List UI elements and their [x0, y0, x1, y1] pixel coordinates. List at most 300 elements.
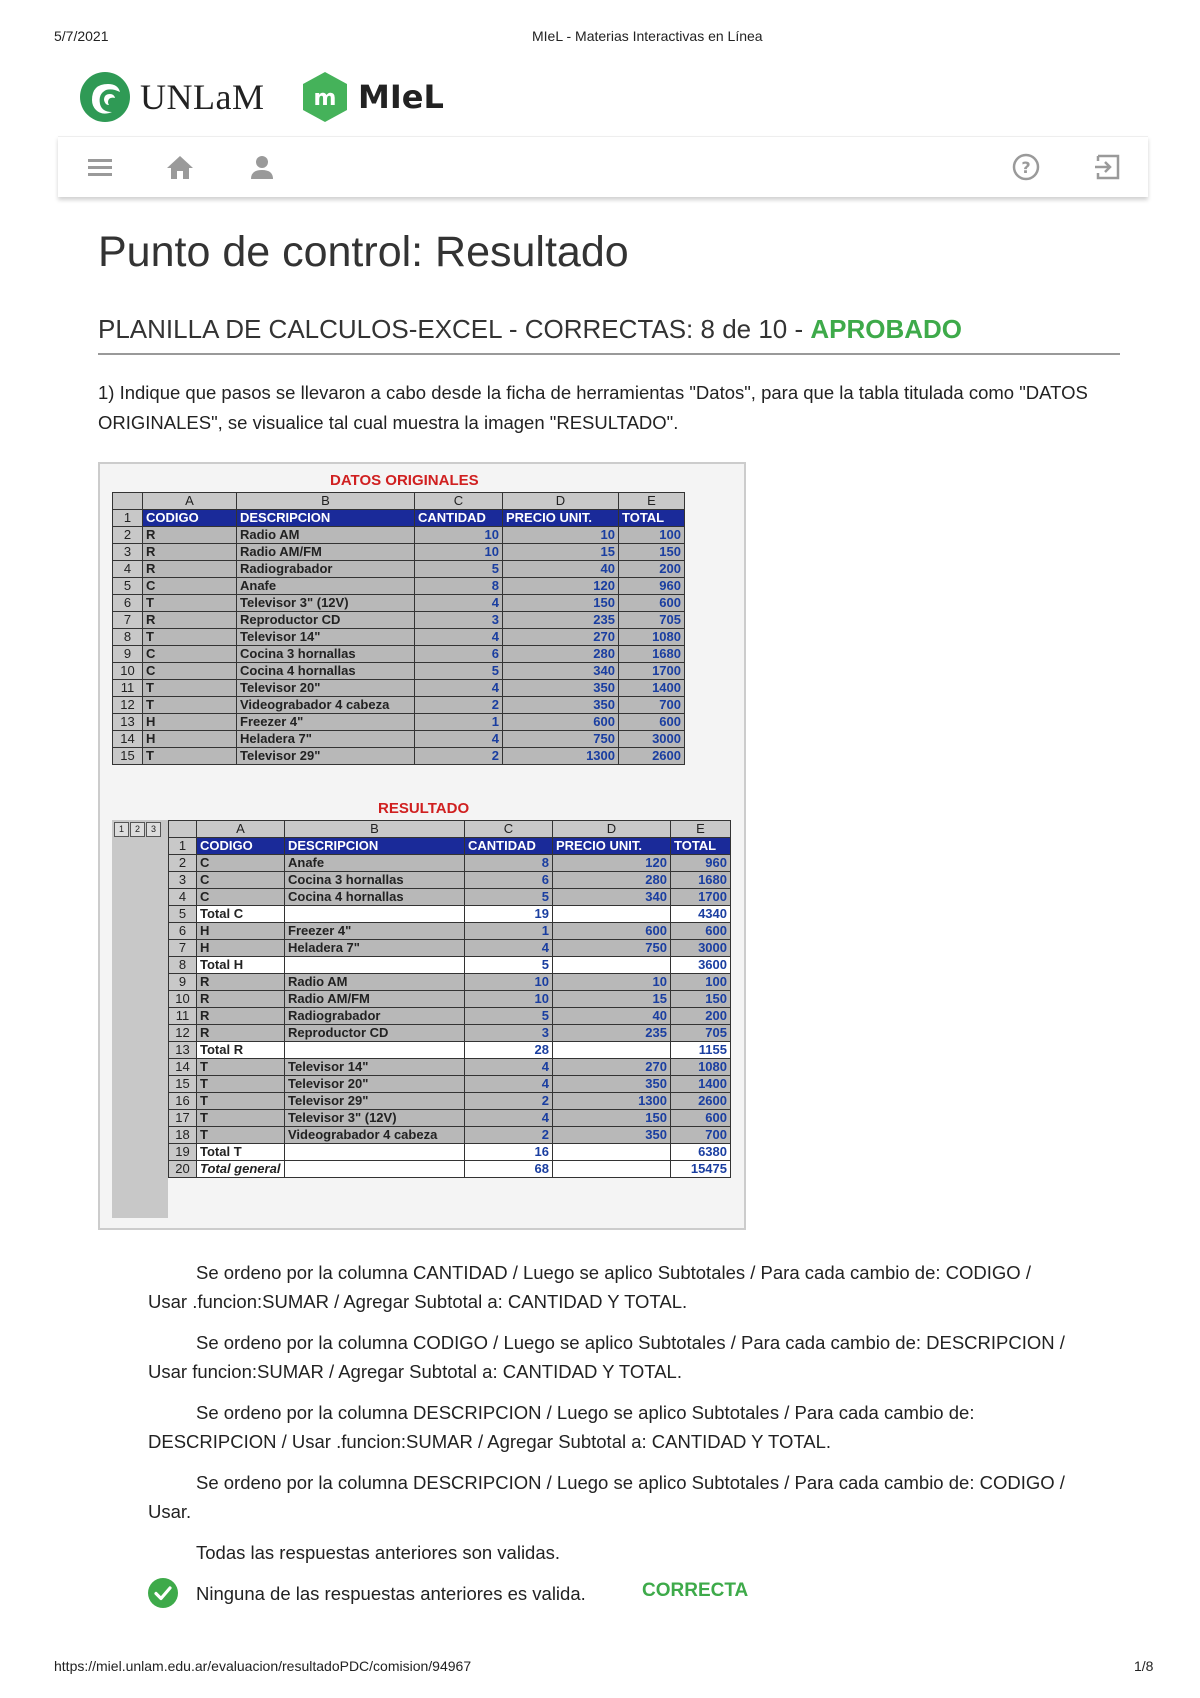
codigo-cell: T — [143, 697, 237, 714]
codigo-cell: R — [143, 527, 237, 544]
descripcion-cell: Heladera 7" — [237, 731, 415, 748]
column-letter: C — [465, 821, 553, 838]
descripcion-cell: Televisor 20" — [237, 680, 415, 697]
row-number: 20 — [169, 1161, 197, 1178]
header-cell: CANTIDAD — [465, 838, 553, 855]
codigo-cell: T — [197, 1127, 285, 1144]
status-badge: APROBADO — [810, 314, 963, 344]
precio-cell: 150 — [503, 595, 619, 612]
precio-cell: 350 — [503, 697, 619, 714]
header-cell: TOTAL — [671, 838, 731, 855]
codigo-cell: T — [143, 595, 237, 612]
codigo-cell: R — [143, 544, 237, 561]
precio-cell: 10 — [503, 527, 619, 544]
total-cell: 600 — [671, 923, 731, 940]
precio-cell: 120 — [553, 855, 671, 872]
codigo-cell: T — [197, 1059, 285, 1076]
column-letter: B — [285, 821, 465, 838]
descripcion-cell — [285, 1161, 465, 1178]
correct-label: CORRECTA — [642, 1580, 749, 1601]
precio-cell — [553, 906, 671, 923]
precio-cell — [553, 1161, 671, 1178]
outline-level-button[interactable]: 3 — [146, 822, 161, 837]
descripcion-cell: Videograbador 4 cabeza — [237, 697, 415, 714]
column-letter: C — [415, 493, 503, 510]
table-row — [113, 714, 685, 731]
total-cell: 1700 — [671, 889, 731, 906]
cantidad-cell: 2 — [465, 1093, 553, 1110]
outline-level-button[interactable]: 1 — [114, 822, 129, 837]
codigo-cell: Total H — [197, 957, 285, 974]
precio-cell: 340 — [553, 889, 671, 906]
codigo-cell: R — [197, 991, 285, 1008]
precio-cell: 15 — [553, 991, 671, 1008]
table-row — [169, 889, 731, 906]
row-number: 6 — [169, 923, 197, 940]
row-number: 15 — [113, 748, 143, 765]
answer-option-2-line-2: Usar funcion:SUMAR / Agregar Subtotal a: CANTIDAD Y TOTAL. — [148, 1361, 682, 1382]
row-number: 14 — [113, 731, 143, 748]
cantidad-cell: 6 — [465, 872, 553, 889]
codigo-cell: R — [197, 1025, 285, 1042]
cantidad-cell: 68 — [465, 1161, 553, 1178]
question-image — [98, 462, 746, 1230]
table-row — [113, 544, 685, 561]
table-row — [169, 1025, 731, 1042]
table-row — [113, 697, 685, 714]
total-cell: 15475 — [671, 1161, 731, 1178]
precio-cell: 600 — [553, 923, 671, 940]
top-navbar — [58, 136, 1148, 197]
header-cell: CODIGO — [143, 510, 237, 527]
precio-cell: 350 — [503, 680, 619, 697]
table-row — [169, 1110, 731, 1127]
logout-icon[interactable] — [1092, 151, 1124, 183]
table-row — [113, 680, 685, 697]
row-number: 2 — [113, 527, 143, 544]
total-cell: 100 — [619, 527, 685, 544]
descripcion-cell: Freezer 4" — [237, 714, 415, 731]
svg-text:?: ? — [1021, 158, 1031, 177]
cantidad-cell: 19 — [465, 906, 553, 923]
precio-cell: 120 — [503, 578, 619, 595]
header-cell: CANTIDAD — [415, 510, 503, 527]
precio-cell: 350 — [553, 1076, 671, 1093]
precio-cell: 1300 — [553, 1093, 671, 1110]
row-number: 19 — [169, 1144, 197, 1161]
descripcion-cell: Radio AM — [237, 527, 415, 544]
table-row — [113, 748, 685, 765]
cantidad-cell: 4 — [415, 731, 503, 748]
header-cell: TOTAL — [619, 510, 685, 527]
column-letter-row — [113, 493, 685, 510]
row-number: 8 — [169, 957, 197, 974]
codigo-cell: R — [197, 1008, 285, 1025]
total-cell: 3000 — [619, 731, 685, 748]
answer-option-3[interactable] — [148, 1398, 1108, 1456]
answer-option-5[interactable] — [148, 1538, 1108, 1567]
row-number: 6 — [113, 595, 143, 612]
row-number: 15 — [169, 1076, 197, 1093]
answer-option-2[interactable] — [148, 1328, 1108, 1386]
row-number: 2 — [169, 855, 197, 872]
codigo-cell: Total R — [197, 1042, 285, 1059]
row-number: 16 — [169, 1093, 197, 1110]
table-row — [169, 855, 731, 872]
answer-option-4[interactable] — [148, 1468, 1108, 1526]
cantidad-cell: 1 — [465, 923, 553, 940]
result-sheet-title: RESULTADO — [378, 800, 470, 817]
codigo-cell: R — [197, 974, 285, 991]
total-cell: 1680 — [619, 646, 685, 663]
descripcion-cell — [285, 1042, 465, 1059]
table-row — [169, 923, 731, 940]
question-text: 1) Indique que pasos se llevaron a cabo desde la ficha de herramientas "Datos", para que la tabla titulada como "DATOS ORIGINALES", se visualice tal cual muestra la imagen "RESULTADO". — [98, 382, 1088, 433]
answer-option-2-line-1: Se ordeno por la columna CODIGO / Luego se aplico Subtotales / Para cada cambio de: DESCRIPCION / — [196, 1332, 1065, 1353]
codigo-cell: T — [197, 1093, 285, 1110]
exam-summary — [98, 314, 1120, 355]
table-row — [113, 731, 685, 748]
corner-cell — [113, 493, 143, 510]
codigo-cell: H — [197, 940, 285, 957]
descripcion-cell: Radio AM/FM — [285, 991, 465, 1008]
result-table — [168, 820, 731, 1178]
table-row — [113, 578, 685, 595]
cantidad-cell: 10 — [465, 991, 553, 1008]
row-number: 1 — [113, 510, 143, 527]
cantidad-cell: 2 — [415, 748, 503, 765]
descripcion-cell: Reproductor CD — [285, 1025, 465, 1042]
table-row — [169, 940, 731, 957]
total-cell: 1080 — [619, 629, 685, 646]
column-letter: A — [143, 493, 237, 510]
codigo-cell: T — [197, 1110, 285, 1127]
descripcion-cell: Televisor 14" — [237, 629, 415, 646]
home-icon[interactable] — [164, 151, 196, 183]
cantidad-cell: 5 — [465, 957, 553, 974]
cantidad-cell: 2 — [465, 1127, 553, 1144]
cantidad-cell: 4 — [465, 940, 553, 957]
precio-cell: 350 — [553, 1127, 671, 1144]
total-cell: 4340 — [671, 906, 731, 923]
row-number: 7 — [169, 940, 197, 957]
descripcion-cell: Heladera 7" — [285, 940, 465, 957]
row-number: 4 — [169, 889, 197, 906]
column-letter: D — [503, 493, 619, 510]
total-cell: 2600 — [671, 1093, 731, 1110]
codigo-cell: H — [143, 731, 237, 748]
row-number: 17 — [169, 1110, 197, 1127]
codigo-cell: C — [143, 646, 237, 663]
cantidad-cell: 2 — [415, 697, 503, 714]
table-row — [169, 872, 731, 889]
exam-summary-text: PLANILLA DE CALCULOS-EXCEL - CORRECTAS: 8 de 10 - — [98, 314, 811, 344]
cantidad-cell: 4 — [415, 680, 503, 697]
table-row — [169, 991, 731, 1008]
descripcion-cell — [285, 957, 465, 974]
column-letter: E — [671, 821, 731, 838]
descripcion-cell: Cocina 4 hornallas — [285, 889, 465, 906]
codigo-cell: C — [197, 872, 285, 889]
total-cell: 700 — [619, 697, 685, 714]
table-row — [169, 974, 731, 991]
unlam-wordmark: UNLaM — [140, 77, 265, 117]
total-cell: 6380 — [671, 1144, 731, 1161]
row-number: 13 — [169, 1042, 197, 1059]
print-date: 5/7/2021 — [54, 28, 109, 44]
precio-cell: 280 — [553, 872, 671, 889]
precio-cell: 15 — [503, 544, 619, 561]
row-number: 5 — [113, 578, 143, 595]
outline-gutter — [112, 820, 168, 1218]
precio-cell: 750 — [553, 940, 671, 957]
miel-badge-letter: m — [313, 86, 337, 111]
codigo-cell: T — [143, 748, 237, 765]
miel-hexagon-icon — [300, 70, 350, 124]
total-cell: 960 — [671, 855, 731, 872]
total-cell: 200 — [619, 561, 685, 578]
total-cell: 705 — [619, 612, 685, 629]
header-row — [113, 510, 685, 527]
descripcion-cell: Radiograbador — [237, 561, 415, 578]
table-row — [113, 595, 685, 612]
precio-cell: 235 — [553, 1025, 671, 1042]
descripcion-cell: Anafe — [237, 578, 415, 595]
cantidad-cell: 16 — [465, 1144, 553, 1161]
table-row — [169, 1127, 731, 1144]
codigo-cell: Total general — [197, 1161, 285, 1178]
cantidad-cell: 5 — [465, 889, 553, 906]
answer-option-3-line-1: Se ordeno por la columna DESCRIPCION / Luego se aplico Subtotales / Para cada cambio de: — [196, 1402, 975, 1423]
cantidad-cell: 4 — [465, 1059, 553, 1076]
total-cell: 1680 — [671, 872, 731, 889]
precio-cell: 280 — [503, 646, 619, 663]
codigo-cell: Total T — [197, 1144, 285, 1161]
precio-cell — [553, 957, 671, 974]
precio-cell: 10 — [553, 974, 671, 991]
row-number: 3 — [169, 872, 197, 889]
unlam-logo[interactable] — [78, 70, 264, 124]
codigo-cell: R — [143, 561, 237, 578]
codigo-cell: Total C — [197, 906, 285, 923]
cantidad-cell: 8 — [415, 578, 503, 595]
row-number: 8 — [113, 629, 143, 646]
precio-cell: 270 — [553, 1059, 671, 1076]
row-number: 11 — [113, 680, 143, 697]
column-letter: B — [237, 493, 415, 510]
total-cell: 700 — [671, 1127, 731, 1144]
cantidad-cell: 28 — [465, 1042, 553, 1059]
cantidad-cell: 10 — [415, 544, 503, 561]
descripcion-cell: Freezer 4" — [285, 923, 465, 940]
cantidad-cell: 4 — [415, 595, 503, 612]
column-letter: A — [197, 821, 285, 838]
descripcion-cell: Radio AM — [285, 974, 465, 991]
row-number: 12 — [113, 697, 143, 714]
descripcion-cell: Radiograbador — [285, 1008, 465, 1025]
total-cell: 600 — [671, 1110, 731, 1127]
cantidad-cell: 4 — [465, 1076, 553, 1093]
descripcion-cell: Videograbador 4 cabeza — [285, 1127, 465, 1144]
header-row — [169, 838, 731, 855]
descripcion-cell: Televisor 3" (12V) — [285, 1110, 465, 1127]
total-cell: 200 — [671, 1008, 731, 1025]
subtotal-row — [169, 957, 731, 974]
table-row — [169, 1093, 731, 1110]
answer-option-1-line-1: Se ordeno por la columna CANTIDAD / Luego se aplico Subtotales / Para cada cambio de: CODIGO / — [196, 1262, 1031, 1283]
total-cell: 705 — [671, 1025, 731, 1042]
precio-cell: 235 — [503, 612, 619, 629]
codigo-cell: C — [197, 889, 285, 906]
total-cell: 150 — [619, 544, 685, 561]
descripcion-cell: Cocina 3 hornallas — [285, 872, 465, 889]
precio-cell: 600 — [503, 714, 619, 731]
precio-cell — [553, 1042, 671, 1059]
table-row — [113, 527, 685, 544]
footer-url: https://miel.unlam.edu.ar/evaluacion/resultadoPDC/comision/94967 — [54, 1658, 472, 1674]
answer-option-4-line-2: Usar. — [148, 1501, 192, 1522]
table-row — [113, 646, 685, 663]
row-number: 4 — [113, 561, 143, 578]
descripcion-cell: Televisor 29" — [285, 1093, 465, 1110]
header-cell: PRECIO UNIT. — [503, 510, 619, 527]
column-letter-row — [169, 821, 731, 838]
subtotal-row — [169, 1144, 731, 1161]
descripcion-cell — [285, 1144, 465, 1161]
cantidad-cell: 4 — [415, 629, 503, 646]
total-cell: 600 — [619, 595, 685, 612]
codigo-cell: R — [143, 612, 237, 629]
corner-cell — [169, 821, 197, 838]
cantidad-cell: 10 — [415, 527, 503, 544]
row-number: 7 — [113, 612, 143, 629]
column-letter: E — [619, 493, 685, 510]
answer-option-3-line-2: DESCRIPCION / Usar .funcion:SUMAR / Agregar Subtotal a: CANTIDAD Y TOTAL. — [148, 1431, 832, 1452]
table-row — [113, 561, 685, 578]
cantidad-cell: 1 — [415, 714, 503, 731]
subtotal-row — [169, 1161, 731, 1178]
descripcion-cell: Televisor 20" — [285, 1076, 465, 1093]
header-cell: PRECIO UNIT. — [553, 838, 671, 855]
codigo-cell: T — [197, 1076, 285, 1093]
cantidad-cell: 4 — [465, 1110, 553, 1127]
subtotal-row — [169, 1042, 731, 1059]
answer-option-6-line-1: Ninguna de las respuestas anteriores es valida. — [196, 1583, 586, 1604]
row-number: 14 — [169, 1059, 197, 1076]
total-cell: 3000 — [671, 940, 731, 957]
descripcion-cell: Televisor 14" — [285, 1059, 465, 1076]
answer-option-1-line-2: Usar .funcion:SUMAR / Agregar Subtotal a: CANTIDAD Y TOTAL. — [148, 1291, 688, 1312]
descripcion-cell: Radio AM/FM — [237, 544, 415, 561]
cantidad-cell: 5 — [415, 663, 503, 680]
descripcion-cell: Cocina 3 hornallas — [237, 646, 415, 663]
user-icon[interactable] — [246, 151, 278, 183]
descripcion-cell — [285, 906, 465, 923]
precio-cell: 340 — [503, 663, 619, 680]
total-cell: 3600 — [671, 957, 731, 974]
total-cell: 1155 — [671, 1042, 731, 1059]
original-sheet-title: DATOS ORIGINALES — [330, 472, 479, 489]
answer-option-1[interactable] — [148, 1258, 1108, 1316]
codigo-cell: T — [143, 629, 237, 646]
precio-cell: 1300 — [503, 748, 619, 765]
header-cell: DESCRIPCION — [237, 510, 415, 527]
precio-cell — [553, 1144, 671, 1161]
print-title: MIeL - Materias Interactivas en Línea — [532, 28, 763, 44]
help-icon[interactable] — [1010, 151, 1042, 183]
precio-cell: 150 — [553, 1110, 671, 1127]
total-cell: 1400 — [671, 1076, 731, 1093]
codigo-cell: C — [143, 663, 237, 680]
total-cell: 2600 — [619, 748, 685, 765]
outline-level-button[interactable]: 2 — [130, 822, 145, 837]
menu-icon[interactable] — [84, 151, 116, 183]
codigo-cell: C — [197, 855, 285, 872]
table-row — [113, 663, 685, 680]
precio-cell: 270 — [503, 629, 619, 646]
total-cell: 1080 — [671, 1059, 731, 1076]
total-cell: 100 — [671, 974, 731, 991]
table-row — [169, 1059, 731, 1076]
row-number: 18 — [169, 1127, 197, 1144]
total-cell: 960 — [619, 578, 685, 595]
column-letter: D — [553, 821, 671, 838]
precio-cell: 40 — [553, 1008, 671, 1025]
row-number: 9 — [113, 646, 143, 663]
cantidad-cell: 10 — [465, 974, 553, 991]
row-number: 5 — [169, 906, 197, 923]
page-number: 1/8 — [1134, 1658, 1154, 1674]
codigo-cell: C — [143, 578, 237, 595]
cantidad-cell: 5 — [415, 561, 503, 578]
descripcion-cell: Televisor 29" — [237, 748, 415, 765]
cantidad-cell: 8 — [465, 855, 553, 872]
row-number: 12 — [169, 1025, 197, 1042]
row-number: 10 — [169, 991, 197, 1008]
row-number: 9 — [169, 974, 197, 991]
total-cell: 600 — [619, 714, 685, 731]
cantidad-cell: 5 — [465, 1008, 553, 1025]
header-cell: CODIGO — [197, 838, 285, 855]
unlam-swirl-icon — [78, 70, 132, 124]
descripcion-cell: Televisor 3" (12V) — [237, 595, 415, 612]
table-row — [169, 1076, 731, 1093]
answer-option-5-line-1: Todas las respuestas anteriores son validas. — [196, 1542, 561, 1563]
total-cell: 150 — [671, 991, 731, 1008]
original-table — [112, 492, 685, 765]
row-number: 13 — [113, 714, 143, 731]
header-cell: DESCRIPCION — [285, 838, 465, 855]
table-row — [113, 629, 685, 646]
cantidad-cell: 6 — [415, 646, 503, 663]
codigo-cell: H — [197, 923, 285, 940]
answer-option-6[interactable] — [148, 1579, 1108, 1608]
answer-option-4-line-1: Se ordeno por la columna DESCRIPCION / Luego se aplico Subtotales / Para cada cambio de: CODIGO / — [196, 1472, 1065, 1493]
table-row — [169, 1008, 731, 1025]
miel-logo[interactable] — [300, 70, 444, 124]
descripcion-cell: Cocina 4 hornallas — [237, 663, 415, 680]
row-number: 3 — [113, 544, 143, 561]
row-number: 1 — [169, 838, 197, 855]
total-cell: 1700 — [619, 663, 685, 680]
miel-wordmark: MIeL — [358, 78, 444, 116]
precio-cell: 40 — [503, 561, 619, 578]
descripcion-cell: Anafe — [285, 855, 465, 872]
row-number: 10 — [113, 663, 143, 680]
row-number: 11 — [169, 1008, 197, 1025]
cantidad-cell: 3 — [415, 612, 503, 629]
codigo-cell: T — [143, 680, 237, 697]
